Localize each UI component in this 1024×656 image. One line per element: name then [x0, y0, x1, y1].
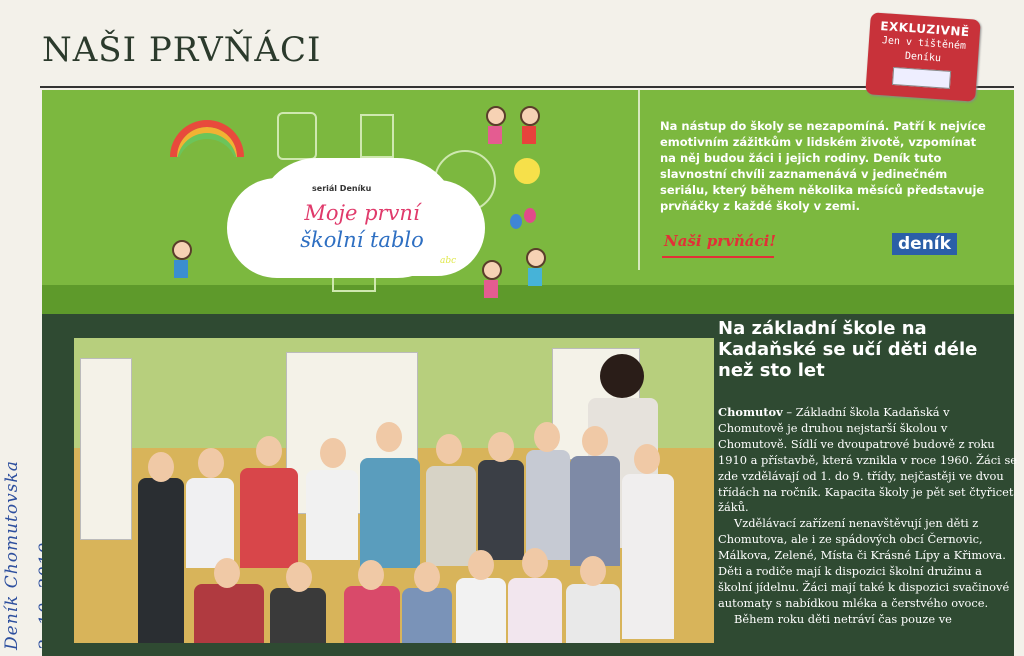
slogan-text: Naši prvňáci!: [664, 232, 776, 250]
series-title-line1: Moje první: [304, 201, 420, 225]
child-figure: [186, 478, 234, 568]
child-figure: [456, 578, 506, 643]
serial-label: seriál Deníku: [312, 184, 372, 193]
child-figure: [478, 460, 524, 560]
child-head: [468, 550, 494, 580]
child-figure: [194, 584, 264, 643]
child-head: [580, 556, 606, 586]
series-banner: [42, 90, 1014, 315]
photo-board: [80, 358, 132, 540]
banner-divider: [638, 90, 640, 270]
child-head: [198, 448, 224, 478]
sun-doodle: [514, 158, 540, 184]
child-head: [436, 434, 462, 464]
child-head: [256, 436, 282, 466]
series-title: [277, 200, 447, 254]
exclusive-line1: Jen v tištěném: [881, 35, 967, 52]
child-head: [358, 560, 384, 590]
girl-figure-icon: [482, 260, 502, 280]
exclusive-badge: [865, 12, 980, 101]
abc-doodle-text: abc: [440, 256, 457, 266]
child-figure: [566, 584, 620, 643]
girl-dress-icon: [174, 260, 188, 278]
child-head: [522, 548, 548, 578]
article-paragraph-1: [718, 405, 1018, 516]
article-dateline: Chomutov: [718, 405, 783, 419]
child-head: [320, 438, 346, 468]
child-head: [286, 562, 312, 592]
promo-text: Na nástup do školy se nezapomíná. Patří k nejvíce emotivním zážitkům v lidském životě, vzpomínat na něj budou žáci i jejich rodiny. Deník tuto slavnostní chvíli zaznamenává v jedinečném seriálu, který během několika měsíců představuje prvňáčky z každé školy v zemi.: [660, 119, 986, 213]
child-head: [534, 422, 560, 452]
child-head: [376, 422, 402, 452]
child-figure: [138, 478, 184, 643]
girl-dress-icon: [488, 126, 502, 144]
exclusive-line2: Deníku: [904, 50, 942, 65]
banner-shade: [42, 285, 1014, 315]
child-head: [148, 452, 174, 482]
rainbow-icon: [170, 120, 244, 157]
child-head: [582, 426, 608, 456]
publication-name: Deník Chomutovska: [2, 460, 22, 650]
child-figure: [426, 466, 476, 566]
newspaper-icon: [892, 67, 951, 89]
boy-shirt-icon: [528, 268, 542, 286]
balloon-icon: [510, 214, 522, 229]
article-paragraph-3: Během roku děti netráví čas pouze ve: [734, 611, 952, 626]
girl-figure-icon: [172, 240, 192, 260]
child-figure: [344, 586, 400, 643]
slogan-underline: [662, 256, 774, 258]
handwritten-margin-note: [2, 250, 42, 650]
calculator-doodle: [360, 114, 394, 158]
balloon-icon: [524, 208, 536, 223]
child-head: [214, 558, 240, 588]
article-headline: Na základní škole na Kadaňské se učí děti déle než sto let: [718, 318, 978, 381]
child-figure: [622, 474, 674, 639]
child-head: [414, 562, 440, 592]
child-figure: [526, 450, 570, 560]
boy-figure-icon: [526, 248, 546, 268]
child-figure: [570, 456, 620, 566]
girl-figure-icon: [486, 106, 506, 126]
boy-shirt-icon: [522, 126, 536, 144]
girl-dress-icon: [484, 280, 498, 298]
article-body: [718, 405, 1018, 656]
article-paragraph-2: Vzdělávací zařízení nenavštěvují jen děti z Chomutova, ale i ze spádových obcí Černovic, Málkova, Zelené, Místa či Krásné Lípy a Křimova. Děti a rodiče mají k dispozici školní družinu a školní jídelnu. Žáci mají také k dispozici svačinové automaty s nabídkou mléka a čerstvého ovoce.: [718, 516, 1010, 610]
child-head: [488, 432, 514, 462]
section-title: NAŠI PRVŇÁCI: [42, 30, 322, 70]
boy-figure-icon: [520, 106, 540, 126]
child-figure: [402, 588, 452, 643]
backpack-doodle: [277, 112, 317, 160]
child-figure: [270, 588, 326, 643]
class-photo: [74, 338, 714, 643]
series-logo-cloud: [257, 158, 457, 278]
child-figure: [240, 468, 298, 568]
exclusive-headline: EXKLUZIVNĚ: [879, 18, 971, 40]
series-title-line2: školní tablo: [300, 228, 424, 252]
teacher-figure: [600, 354, 644, 398]
child-head: [634, 444, 660, 474]
child-figure: [306, 470, 358, 560]
child-figure: [360, 458, 420, 568]
brand-logo: deník: [892, 233, 957, 255]
article-paragraph-1-text: – Základní škola Kadaňská v Chomutově je druhou nejstarší školou v Chomutově. Sídlí ve dvoupatrové budově z roku 1910 a přístavbě, která vznikla v roce 1960. Žáci se zde vzdělávají od 1. do 9. třídy, nejčastěji ve dvou třídách na ročník. Kapacita školy je pět set čtyřicet žáků.: [718, 405, 1018, 515]
child-figure: [508, 578, 562, 643]
